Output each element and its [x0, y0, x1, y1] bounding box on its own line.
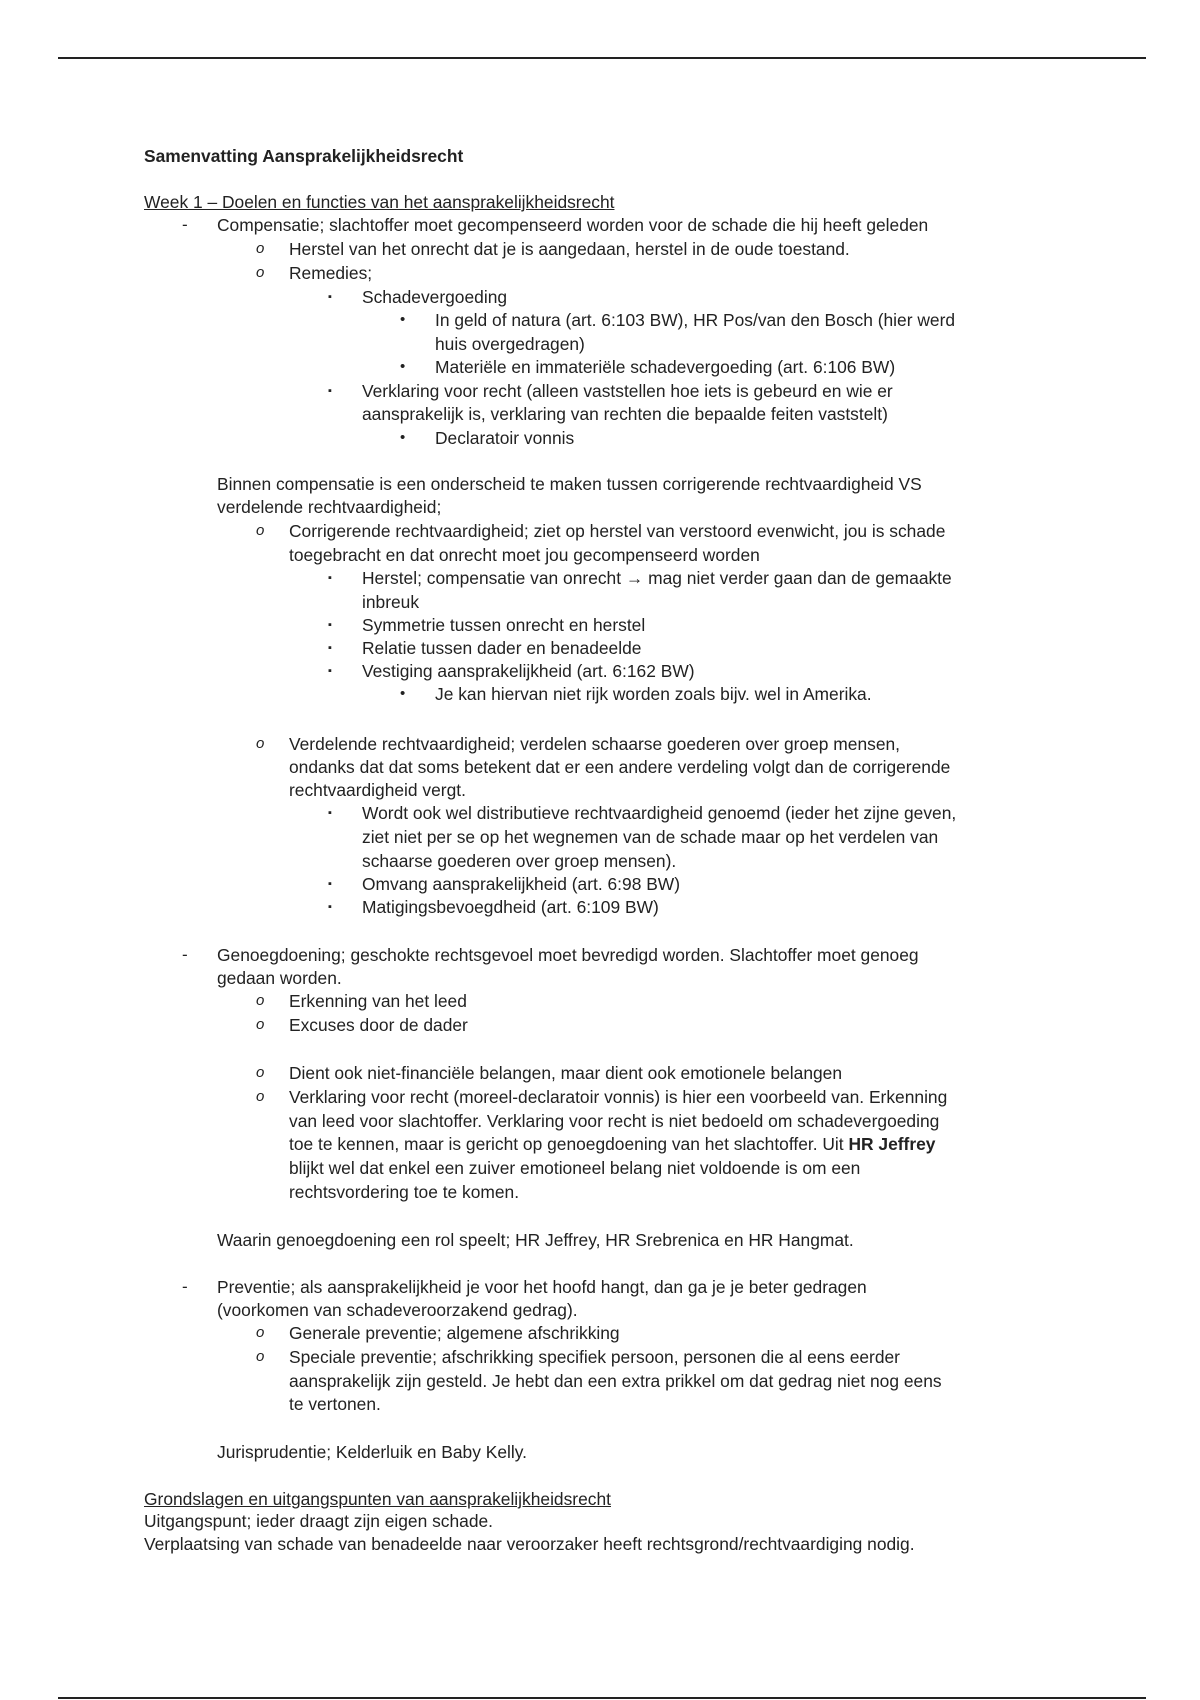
text-line: huis overgedragen)	[435, 334, 585, 354]
text-line: Corrigerende rechtvaardigheid; ziet op herstel van verstoord evenwicht, jou is schade	[289, 521, 946, 541]
circle-bullet: o	[256, 992, 265, 1009]
text-line: aansprakelijk zijn gesteld. Je hebt dan een extra prikkel om dat gedrag niet nog eens	[289, 1371, 942, 1391]
text-line: blijkt wel dat enkel een zuiver emotioneel belang niet voldoende is om een	[289, 1158, 861, 1178]
text-line: toegebracht en dat onrecht moet jou gecompenseerd worden	[289, 545, 760, 565]
dash-bullet: -	[182, 1277, 188, 1296]
dot-bullet: •	[400, 358, 406, 375]
dot-bullet: •	[400, 685, 406, 702]
square-bullet: ▪	[328, 619, 332, 631]
text-line: Genoegdoening; geschokte rechtsgevoel moet bevredigd worden. Slachtoffer moet genoeg	[217, 945, 919, 965]
text-line: Verklaring voor recht (alleen vaststellen hoe iets is gebeurd en wie er	[362, 381, 893, 401]
square-bullet: ▪	[328, 642, 332, 654]
text-line: Verklaring voor recht (moreel-declaratoir vonnis) is hier een voorbeeld van. Erkenning	[289, 1087, 948, 1107]
square-bullet: ▪	[328, 807, 332, 819]
text-line: Dient ook niet-financiële belangen, maar dient ook emotionele belangen	[289, 1063, 843, 1083]
text-line: Waarin genoegdoening een rol speelt; HR Jeffrey, HR Srebrenica en HR Hangmat.	[217, 1230, 854, 1250]
text-line: Matigingsbevoegdheid (art. 6:109 BW)	[362, 897, 659, 917]
text-line: ondanks dat dat soms betekent dat er een andere verdeling volgt dan de corrigerende	[289, 757, 951, 777]
dot-bullet: •	[400, 429, 406, 446]
grondslagen-heading: Grondslagen en uitgangspunten van aansprakelijkheidsrecht	[144, 1489, 611, 1509]
text-line: Generale preventie; algemene afschrikking	[289, 1323, 620, 1343]
text-line: aansprakelijk is, verklaring van rechten die bepaalde feiten vaststelt)	[362, 404, 888, 424]
text-line: Remedies;	[289, 263, 373, 283]
square-bullet: ▪	[328, 901, 332, 913]
dot-bullet: •	[400, 311, 406, 328]
text-line: Preventie; als aansprakelijkheid je voor het hoofd hangt, dan ga je je beter gedragen	[217, 1277, 867, 1297]
text-line: gedaan worden.	[217, 968, 342, 988]
circle-bullet: o	[256, 522, 265, 539]
circle-bullet: o	[256, 1348, 265, 1365]
circle-bullet: o	[256, 240, 265, 257]
dash-bullet: -	[182, 215, 188, 234]
text-span: toe te kennen, maar is gericht op genoegdoening van het slachtoffer. Uit	[289, 1134, 849, 1154]
text-line	[289, 1133, 935, 1155]
text-line: Relatie tussen dader en benadeelde	[362, 638, 642, 658]
square-bullet: ▪	[328, 291, 332, 303]
circle-bullet: o	[256, 1324, 265, 1341]
text-line: Herstel van het onrecht dat je is aangedaan, herstel in de oude toestand.	[289, 239, 850, 259]
text-line: (voorkomen van schadeveroorzakend gedrag).	[217, 1300, 578, 1320]
text-line: inbreuk	[362, 592, 420, 612]
circle-bullet: o	[256, 735, 265, 752]
circle-bullet: o	[256, 1088, 265, 1105]
text-line: Materiële en immateriële schadevergoeding (art. 6:106 BW)	[435, 357, 896, 377]
text-line: te vertonen.	[289, 1394, 381, 1414]
square-bullet: ▪	[328, 878, 332, 890]
text-line: Wordt ook wel distributieve rechtvaardigheid genoemd (ieder het zijne geven,	[362, 803, 957, 823]
circle-bullet: o	[256, 1016, 265, 1033]
text-line: Symmetrie tussen onrecht en herstel	[362, 615, 646, 635]
text-line: Declaratoir vonnis	[435, 428, 575, 448]
text-line: Jurisprudentie; Kelderluik en Baby Kelly.	[217, 1442, 527, 1462]
text-line: van leed voor slachtoffer. Verklaring voor recht is niet bedoeld om schadevergoeding	[289, 1111, 940, 1131]
week1-heading: Week 1 – Doelen en functies van het aansprakelijkheidsrecht	[144, 192, 615, 212]
dash-bullet: -	[182, 945, 188, 964]
text-line: rechtsvordering toe te komen.	[289, 1182, 520, 1202]
text-line: Erkenning van het leed	[289, 991, 467, 1011]
text-line: rechtvaardigheid vergt.	[289, 780, 466, 800]
circle-bullet: o	[256, 264, 265, 281]
text-line: Speciale preventie; afschrikking specifiek persoon, personen die al eens eerder	[289, 1347, 900, 1367]
square-bullet: ▪	[328, 385, 332, 397]
compensatie-line: Compensatie; slachtoffer moet gecompenseerd worden voor de schade die hij heeft geleden	[217, 215, 929, 235]
text-line: ziet niet per se op het wegnemen van de schade maar op het verdelen van	[362, 827, 939, 847]
top-rule	[58, 57, 1146, 59]
text-line: schaarse goederen over groep mensen).	[362, 851, 677, 871]
text-line: Omvang aansprakelijkheid (art. 6:98 BW)	[362, 874, 680, 894]
square-bullet: ▪	[328, 665, 332, 677]
bold-case-name: HR Jeffrey	[848, 1134, 936, 1154]
document-title: Samenvatting Aansprakelijkheidsrecht	[144, 146, 464, 166]
bottom-rule	[58, 1697, 1146, 1699]
circle-bullet: o	[256, 1064, 265, 1081]
text-line: Vestiging aansprakelijkheid (art. 6:162 BW)	[362, 661, 695, 681]
text-line: Excuses door de dader	[289, 1015, 468, 1035]
text-line: Schadevergoeding	[362, 287, 508, 307]
text-line: Binnen compensatie is een onderscheid te maken tussen corrigerende rechtvaardigheid VS	[217, 474, 922, 494]
text-line: Je kan hiervan niet rijk worden zoals bijv. wel in Amerika.	[435, 684, 872, 704]
text-line: verdelende rechtvaardigheid;	[217, 497, 442, 517]
text-line: In geld of natura (art. 6:103 BW), HR Pos/van den Bosch (hier werd	[435, 310, 956, 330]
text-line: Herstel; compensatie van onrecht → mag niet verder gaan dan de gemaakte	[362, 568, 952, 588]
square-bullet: ▪	[328, 572, 332, 584]
text-line: Uitgangspunt; ieder draagt zijn eigen schade.	[144, 1511, 494, 1531]
text-line: Verplaatsing van schade van benadeelde naar veroorzaker heeft rechtsgrond/rechtvaardiging nodig.	[144, 1534, 915, 1554]
text-line: Verdelende rechtvaardigheid; verdelen schaarse goederen over groep mensen,	[289, 734, 901, 754]
